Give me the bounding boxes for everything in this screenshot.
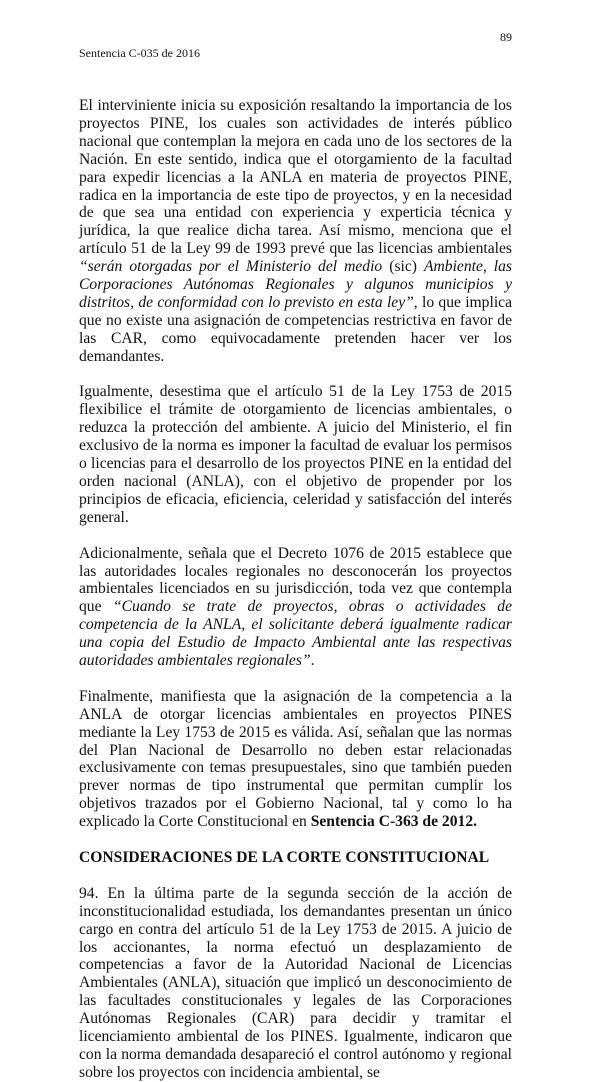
running-header: Sentencia C-035 de 2016 [79,46,200,60]
quote-italic: Ambiente, las Corporaciones Autónomas Regionales y algunos municipios y distritos, de conformidad con lo previsto en esta ley” [79,258,512,311]
citation-bold: Sentencia C-363 de 2012. [310,813,478,831]
paragraph-decree-1076: Adicionalmente, señala que el Decreto 1076 de 2015 establece que las autoridades locales regionales no desconocerán los proyectos ambientales licenciados en su jurisdicción, toda vez que contempla que “Cuando se trate de proyectos, obras o actividades de competencia de la ANLA, el solicitante deberá igualmente radicar una copia del Estudio de Impacto Ambiental ante las respectivas autoridades ambientales regionales”. [79,544,512,670]
document-body [79,97,512,1082]
section-heading: CONSIDERACIONES DE LA CORTE CONSTITUCIONAL [79,849,490,866]
quote-italic: “Cuando se trate de proyectos, obras o actividades de competencia de la ANLA, el solicitante deberá igualmente radicar una copia del Estudio de Impacto Ambiental ante las respectivas autoridades ambientales regionales” [79,598,512,670]
paragraph-intervention: El interviniente inicia su exposición resaltando la importancia de los proyectos PINE, los cuales son actividades de interés público nacional que contemplan la mejora en cada uno de los sectores de la Nación. En este sentido, indica que el otorgamiento de la facultad para expedir licencias a la ANLA en materia de proyectos PINE, radica en la importancia de este tipo de proyectos, y en la necesidad de que sea una entidad con experiencia y experticia técnica y jurídica, la que realice dicha tarea. Así mismo, menciona que el artículo 51 de la Ley 99 de 1993 prevé que las licencias ambientales “serán otorgadas por el Ministerio del medio (sic) Ambiente, las Corporaciones Autónomas Regionales y algunos municipios y distritos, de conformidad con lo previsto en esta ley”, lo que implica que no existe una asignación de competencias restrictiva en favor de las CAR, como equivocadamente pretenden hacer ver los demandantes. [79,97,512,365]
paragraph-conclusion: Finalmente, manifiesta que la asignación de la competencia a la ANLA de otorgar licencias ambientales en proyectos PINES mediante la Ley 1753 de 2015 es válida. Así, señalan que las normas del Plan Nacional de Desarrollo no deben estar relacionadas exclusivamente con temas presupuestales, sino que también pueden prever normas de tipo instrumental que permitan cumplir los objetivos trazados por el Gobierno Nacional, tal y como lo ha explicado la Corte Constitucional en Sentencia C-363 de 2012. [79,687,512,831]
quote-italic: “serán otorgadas por el Ministerio del medio [79,258,383,276]
page-number: 89 [500,30,512,44]
paragraph-article-51: Igualmente, desestima que el artículo 51 de la Ley 1753 de 2015 flexibilice el trámite de otorgamiento de licencias ambientales, o reduzca la protección del ambiente. A juicio del Ministerio, el fin exclusivo de la norma es imponer la facultad de evaluar los permisos o licencias para el desarrollo de los proyectos PINE en la entidad del orden nacional (ANLA), con el objetivo de propender por los principios de eficacia, eficiencia, celeridad y satisfacción del interés general. [79,383,512,526]
paragraph-94: 94. En la última parte de la segunda sección de la acción de inconstitucionalidad estudiada, los demandantes presentan un único cargo en contra del artículo 51 de la Ley 1753 de 2015. A juicio de los accionantes, la norma efectuó un desplazamiento de competencias a favor de la Autoridad Nacional de Licencias Ambientales (ANLA), situación que implicó un desconocimiento de las facultades constitucionales y legales de las Corporaciones Autónomas Regionales (CAR) para decidir y tramitar el licenciamiento ambiental de los PINES. Igualmente, indicaron que con la norma demandada desapareció el control autónomo y regional sobre los proyectos con incidencia ambiental, se [79,884,512,1081]
